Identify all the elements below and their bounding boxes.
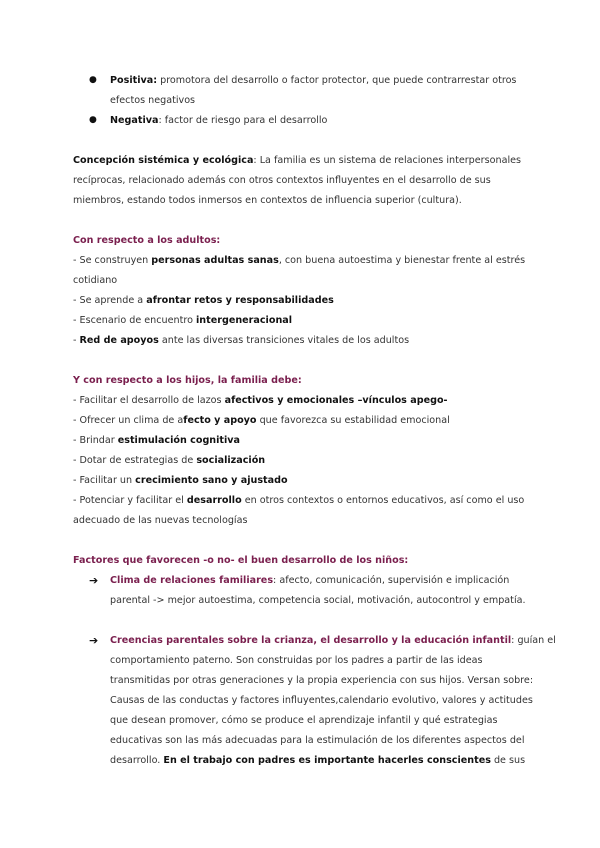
adultos-item-1-cont: cotidiano (73, 275, 118, 286)
factor-2-line-7 (110, 755, 525, 767)
term: afrontar retos y responsabilidades (146, 295, 334, 306)
term: Clima de relaciones familiares (110, 575, 274, 586)
text: - Potenciar y facilitar el (73, 495, 187, 506)
term: desarrollo (186, 495, 242, 506)
concepcion-line-3: miembros, estando todos inmersos en contextos de influencia superior (cultura). (73, 195, 462, 206)
list-item-positiva-cont: efectos negativos (110, 95, 196, 106)
heading-adultos: Con respecto a los adultos: (73, 235, 221, 246)
term-negativa: Negativa (110, 115, 159, 126)
arrow-bullet-icon: ➔ (89, 634, 99, 647)
term: intergeneracional (196, 315, 293, 326)
text: : La familia es un sistema de relaciones interpersonales (253, 155, 522, 166)
arrow-bullet-icon: ➔ (89, 574, 99, 587)
text: , con buena autoestima y bienestar frente al estrés (278, 255, 526, 266)
factor-2-line-6: educativas son las más adecuadas para la estimulación de los diferentes aspectos del (110, 735, 525, 746)
text: : factor de riesgo para el desarrollo (158, 115, 328, 126)
adultos-item-4 (73, 335, 409, 347)
term: En el trabajo con padres es importante hacerles conscientes (163, 755, 491, 766)
bullet-dot: ● (89, 115, 97, 125)
factor-2-line-2: comportamiento paterno. Son construidas por los padres a partir de las ideas (110, 655, 483, 666)
text: : guían el (511, 635, 556, 646)
heading-hijos: Y con respecto a los hijos, la familia debe: (73, 375, 302, 386)
concepcion-line-2: recíprocas, relacionado además con otros contextos influyentes en el desarrollo de sus (73, 175, 491, 186)
hijos-item-2 (73, 415, 450, 427)
text: - Facilitar el desarrollo de lazos (73, 395, 225, 406)
adultos-item-1 (73, 255, 525, 267)
term: Red de apoyos (79, 335, 159, 346)
text: que favorezca su estabilidad emocional (256, 415, 450, 426)
adultos-item-3 (73, 315, 292, 327)
text: - Dotar de estrategias de (73, 455, 197, 466)
term: socialización (196, 455, 266, 466)
text: ante las diversas transiciones vitales de los adultos (158, 335, 410, 346)
factor-1-line-2: parental -> mejor autoestima, competencia social, motivación, autocontrol y empatía. (110, 595, 526, 606)
text: de sus (490, 755, 526, 766)
factor-2-line-5: que desean promover, cómo se produce el aprendizaje infantil y qué estrategias (110, 715, 498, 726)
text: - Facilitar un (73, 475, 136, 486)
term: estimulación cognitiva (117, 435, 241, 446)
heading-factores: Factores que favorecen -o no- el buen desarrollo de los niños: (73, 555, 409, 566)
bullet-dot: ● (89, 75, 97, 85)
term-positiva: Positiva: (110, 75, 158, 86)
factor-1-line-1 (110, 575, 509, 587)
text: - Se aprende a (73, 295, 147, 306)
list-item-positiva (110, 75, 516, 87)
term: afectivos y emocionales –vínculos apego- (224, 395, 448, 406)
hijos-item-6 (73, 495, 524, 507)
hijos-item-6-cont: adecuado de las nuevas tecnologías (73, 515, 248, 526)
text: - Ofrecer un clima de a (73, 415, 184, 426)
concepcion-line-1 (73, 155, 521, 167)
text: - Se construyen (73, 255, 152, 266)
text: : afecto, comunicación, supervisión e implicación (273, 575, 510, 586)
text: desarrollo. (110, 755, 164, 766)
hijos-item-3 (73, 435, 240, 447)
factor-2-line-3: transmitidas por otras generaciones y la propia experiencia con sus hijos. Versan sobre: (110, 675, 534, 686)
factor-2-line-1 (110, 635, 556, 647)
text: - Brindar (73, 435, 118, 446)
text: - Escenario de encuentro (73, 315, 197, 326)
term-concepcion: Concepción sistémica y ecológica (73, 155, 254, 166)
text: - (73, 335, 80, 346)
term: personas adultas sanas (151, 255, 279, 266)
term: fecto y apoyo (183, 415, 257, 426)
list-item-negativa (110, 115, 327, 127)
term: Creencias parentales sobre la crianza, el desarrollo y la educación infantil (110, 635, 512, 646)
text: promotora del desarrollo o factor protector, que puede contrarrestar otros (157, 75, 517, 86)
text: en otros contextos o entornos educativos, así como el uso (241, 495, 525, 506)
hijos-item-4 (73, 455, 265, 467)
term: crecimiento sano y ajustado (135, 475, 288, 486)
factor-2-line-4: Causas de las conductas y factores influyentes,calendario evolutivo, valores y actitudes (110, 695, 533, 706)
hijos-item-5 (73, 475, 288, 487)
hijos-item-1 (73, 395, 448, 407)
adultos-item-2 (73, 295, 334, 307)
